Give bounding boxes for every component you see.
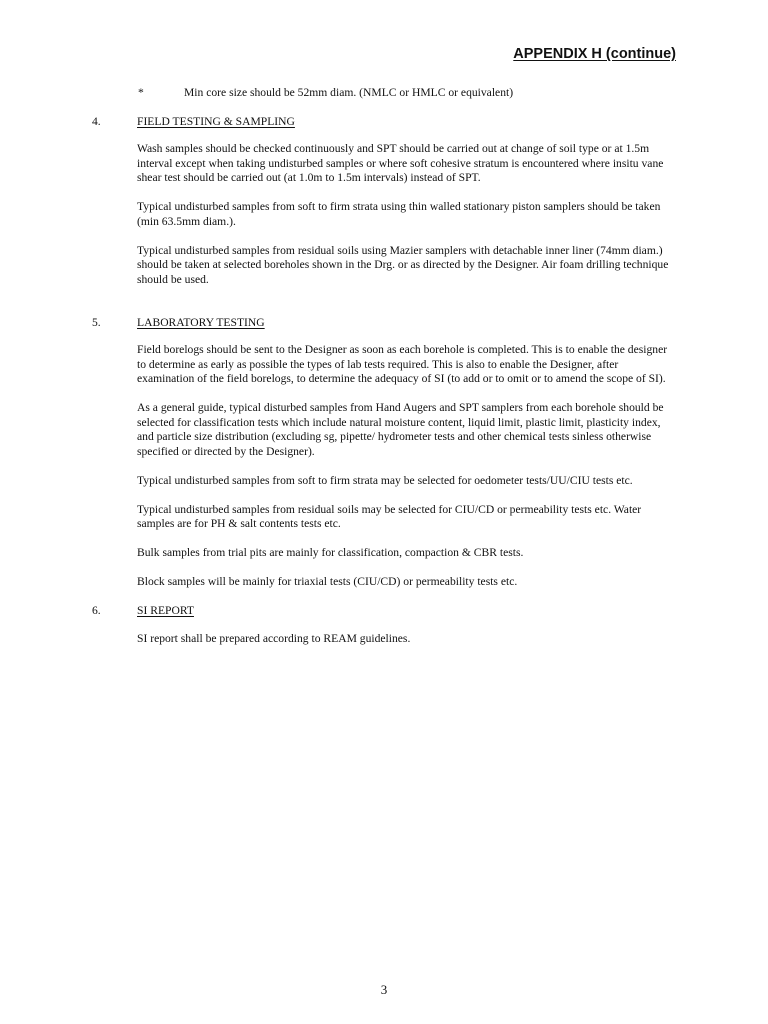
bullet-text: Min core size should be 52mm diam. (NMLC or HMLC or equivalent) bbox=[184, 86, 514, 99]
section-number: 5. bbox=[92, 315, 101, 329]
section-spacer bbox=[92, 302, 678, 316]
paragraph: Typical undisturbed samples from soft to firm strata may be selected for oedometer tests/UU/CIU tests etc. bbox=[137, 473, 633, 487]
section-title: SI REPORT bbox=[137, 604, 194, 617]
document-body bbox=[92, 86, 678, 661]
section-number: 6. bbox=[92, 604, 101, 617]
paragraph: Typical undisturbed samples from soft to firm strata using thin walled stationary piston samplers should be taken (min 63.5mm diam.). bbox=[137, 200, 661, 228]
section-laboratory-testing bbox=[92, 316, 678, 590]
appendix-title: APPENDIX H (continue) bbox=[513, 46, 676, 62]
page-number: 3 bbox=[380, 982, 388, 997]
section-heading bbox=[92, 316, 678, 331]
paragraph: Block samples will be mainly for triaxial tests (CIU/CD) or permeability tests etc. bbox=[137, 575, 518, 588]
section-si-report bbox=[92, 604, 678, 646]
paragraph: Wash samples should be checked continuously and SPT should be carried out at change of soil type or at 1.5m interval except when taking undisturbed samples or where soft cohesive stratum is encountered where insitu vane shear test should be carried out (at 1.0m to 1.5m intervals) instead of SPT. bbox=[137, 142, 664, 184]
paragraph: Typical undisturbed samples from residual soils may be selected for CIU/CD or permeability tests etc. Water samples are for PH & salt contents tests etc. bbox=[137, 502, 642, 530]
section-title: LABORATORY TESTING bbox=[137, 315, 265, 329]
section-title: FIELD TESTING & SAMPLING bbox=[137, 114, 295, 128]
paragraph: Typical undisturbed samples from residual soils using Mazier samplers with detachable inner liner (74mm diam.) should be taken at selected boreholes shown in the Drg. or as directed by the Designer. Air foam drilling technique should be used. bbox=[137, 243, 669, 286]
paragraph: SI report shall be prepared according to REAM guidelines. bbox=[137, 631, 411, 645]
bullet-mark: * bbox=[138, 86, 144, 99]
core-size-bullet bbox=[92, 86, 678, 101]
paragraph: Bulk samples from trial pits are mainly for classification, compaction & CBR tests. bbox=[137, 546, 524, 559]
section-heading bbox=[92, 604, 678, 619]
paragraph: Field borelogs should be sent to the Designer as soon as each borehole is completed. This is to enable the designer to determine as early as possible the types of lab tests required. This is also to enable the Designer, after examination of the field borelogs, to determine the adequacy of SI (to add or to omit or to amend the scope of SI). bbox=[137, 343, 668, 385]
section-field-testing bbox=[92, 115, 678, 288]
paragraph: As a general guide, typical disturbed samples from Hand Augers and SPT samplers from each borehole should be selected for classification tests which include natural moisture content, liquid limit, plastic limit, plasticity index, and particle size distribution (excluding sg, pipette/ hydrometer tests and other chemical tests sinless otherwise specified or directed by the Designer). bbox=[137, 401, 664, 458]
section-heading bbox=[92, 115, 678, 130]
section-number: 4. bbox=[92, 114, 101, 128]
